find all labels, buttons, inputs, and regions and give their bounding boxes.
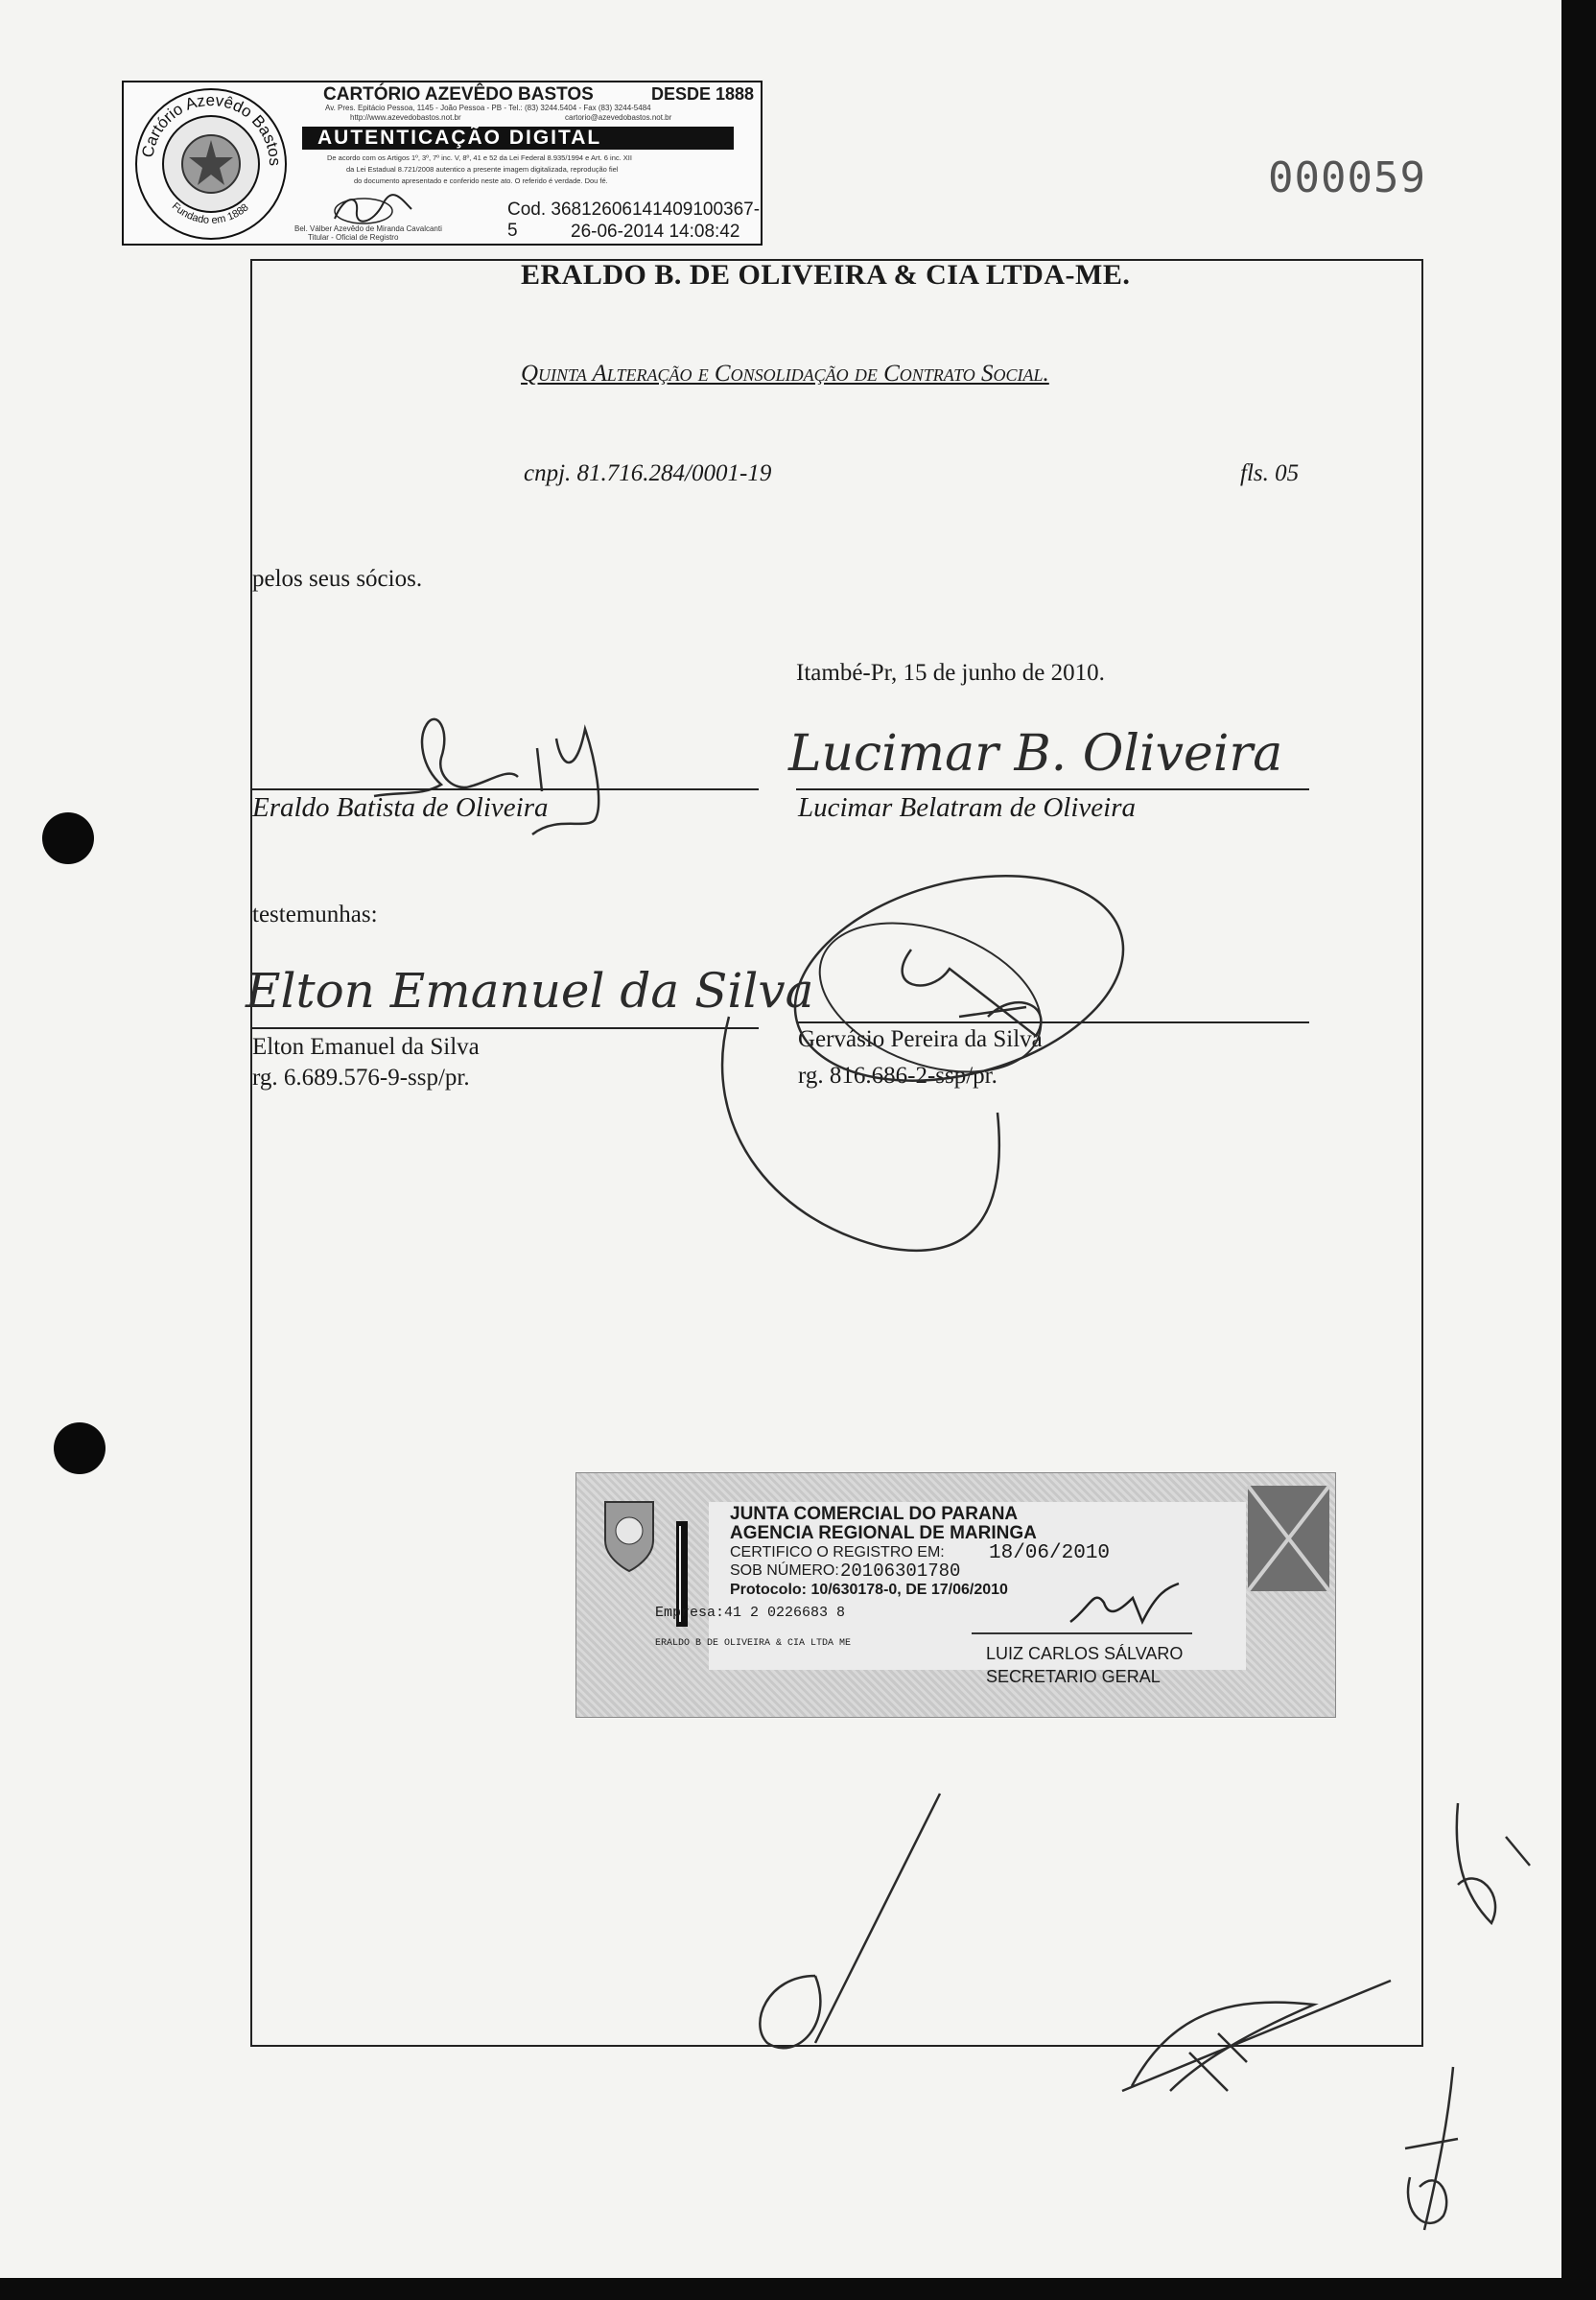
- witness-line-1: [250, 1027, 759, 1029]
- authentication-datetime: 26-06-2014 14:08:42: [571, 222, 740, 242]
- registry-signature: [1066, 1579, 1181, 1636]
- punch-hole-top: [42, 812, 94, 864]
- registry-line-1: JUNTA COMERCIAL DO PARANA: [730, 1504, 1019, 1524]
- parana-coat-of-arms-icon: [586, 1492, 672, 1579]
- signatory-1-name: Eraldo Batista de Oliveira: [252, 792, 549, 823]
- margin-initial-2: [1113, 1976, 1400, 2101]
- legal-text-2: da Lei Estadual 8.721/2008 autentico a presente imagem digitalizada, reprodução fiel: [346, 165, 619, 174]
- registry-number-value: 20106301780: [840, 1561, 961, 1582]
- witness-2-rg: rg. 816.686-2-ssp/pr.: [798, 1063, 998, 1089]
- witness-2-name: Gervásio Pereira da Silva: [798, 1026, 1043, 1052]
- registry-date-value: 18/06/2010: [989, 1542, 1111, 1564]
- notary-seal-icon: [133, 86, 289, 242]
- registry-protocol: Protocolo: 10/630178-0, DE 17/06/2010: [730, 1582, 1008, 1598]
- margin-initial-4: [1400, 2062, 1477, 2244]
- legal-text-1: De acordo com os Artigos 1º, 3º, 7º inc. V, 8º, 41 e 52 da Lei Federal 8.935/1994 e Art. 6 inc. XII: [327, 153, 632, 162]
- stamp-ornament-icon: [1229, 1478, 1334, 1708]
- authentication-code: Cod. 36812606141409100367-5: [507, 199, 761, 241]
- page-number-stamp: 000059: [1268, 153, 1426, 202]
- registry-number-label: SOB NÚMERO:: [730, 1562, 839, 1579]
- registry-date-label: CERTIFICO O REGISTRO EM:: [730, 1544, 945, 1561]
- notary-website: http://www.azevedobastos.not.br: [350, 113, 461, 122]
- registry-signer-name: LUIZ CARLOS SÁLVARO: [986, 1644, 1184, 1663]
- scan-border-bottom: [0, 2278, 1596, 2300]
- margin-initial-3: [1448, 1798, 1535, 1942]
- signature-elton: Elton Emanuel da Silva: [246, 963, 814, 1019]
- scan-border-right: [1561, 0, 1596, 2300]
- notary-authentication-stamp: [122, 81, 763, 246]
- registry-stamp: [575, 1472, 1336, 1718]
- company-name: ERALDO B. DE OLIVEIRA & CIA LTDA-ME.: [521, 259, 1131, 291]
- registry-line-2: AGENCIA REGIONAL DE MARINGA: [730, 1523, 1037, 1543]
- notary-signature: [330, 190, 416, 228]
- registry-signer-title: SECRETARIO GERAL: [986, 1667, 1161, 1686]
- signature-line-1: [250, 788, 759, 790]
- signature-line-2: [796, 788, 1309, 790]
- continuation-text: pelos seus sócios.: [252, 566, 423, 592]
- signature-gervasio: [691, 873, 1228, 1295]
- registry-company-number: Empresa:41 2 0226683 8: [655, 1605, 846, 1621]
- notary-email: cartorio@azevedobastos.not.br: [565, 113, 672, 122]
- place-date: Itambé-Pr, 15 de junho de 2010.: [796, 660, 1105, 686]
- notary-officer: Bel. Válber Azevêdo de Miranda Cavalcanti: [294, 224, 442, 233]
- signatory-2-name: Lucimar Belatram de Oliveira: [798, 792, 1136, 823]
- notary-address: Av. Pres. Epitácio Pessoa, 1145 - João Pessoa - PB - Tel.: (83) 3244.5404 - Fax (83) 3244-5484: [325, 104, 651, 112]
- seal-founded-text: Fundado em 1888: [169, 200, 251, 226]
- notary-officer-title: Titular - Oficial de Registro: [308, 233, 399, 242]
- seal-ring-text: Cartório Azevêdo Bastos: [138, 90, 285, 167]
- notary-name: CARTÓRIO AZEVÊDO BASTOS: [323, 84, 594, 105]
- authentication-band: AUTENTICAÇÃO DIGITAL: [302, 127, 734, 150]
- signature-lucimar: Lucimar B. Oliveira: [788, 725, 1283, 783]
- margin-initial-1: [739, 1803, 902, 2053]
- cnpj-number: cnpj. 81.716.284/0001-19: [524, 460, 772, 486]
- notary-since: DESDE 1888: [651, 84, 755, 104]
- witness-1-name: Elton Emanuel da Silva: [252, 1034, 480, 1060]
- witness-1-rg: rg. 6.689.576-9-ssp/pr.: [252, 1065, 470, 1091]
- registry-signature-line: [972, 1632, 1192, 1634]
- legal-text-3: do documento apresentado e conferido neste ato. O referido é verdade. Dou fé.: [354, 176, 608, 185]
- document-subtitle: Quinta Alteração e Consolidação de Contrato Social.: [521, 361, 1049, 387]
- punch-hole-bottom: [54, 1422, 106, 1474]
- folio-number: fls. 05: [1240, 460, 1300, 486]
- witnesses-label: testemunhas:: [252, 902, 378, 927]
- registry-company-name: ERALDO B DE OLIVEIRA & CIA LTDA ME: [655, 1638, 852, 1649]
